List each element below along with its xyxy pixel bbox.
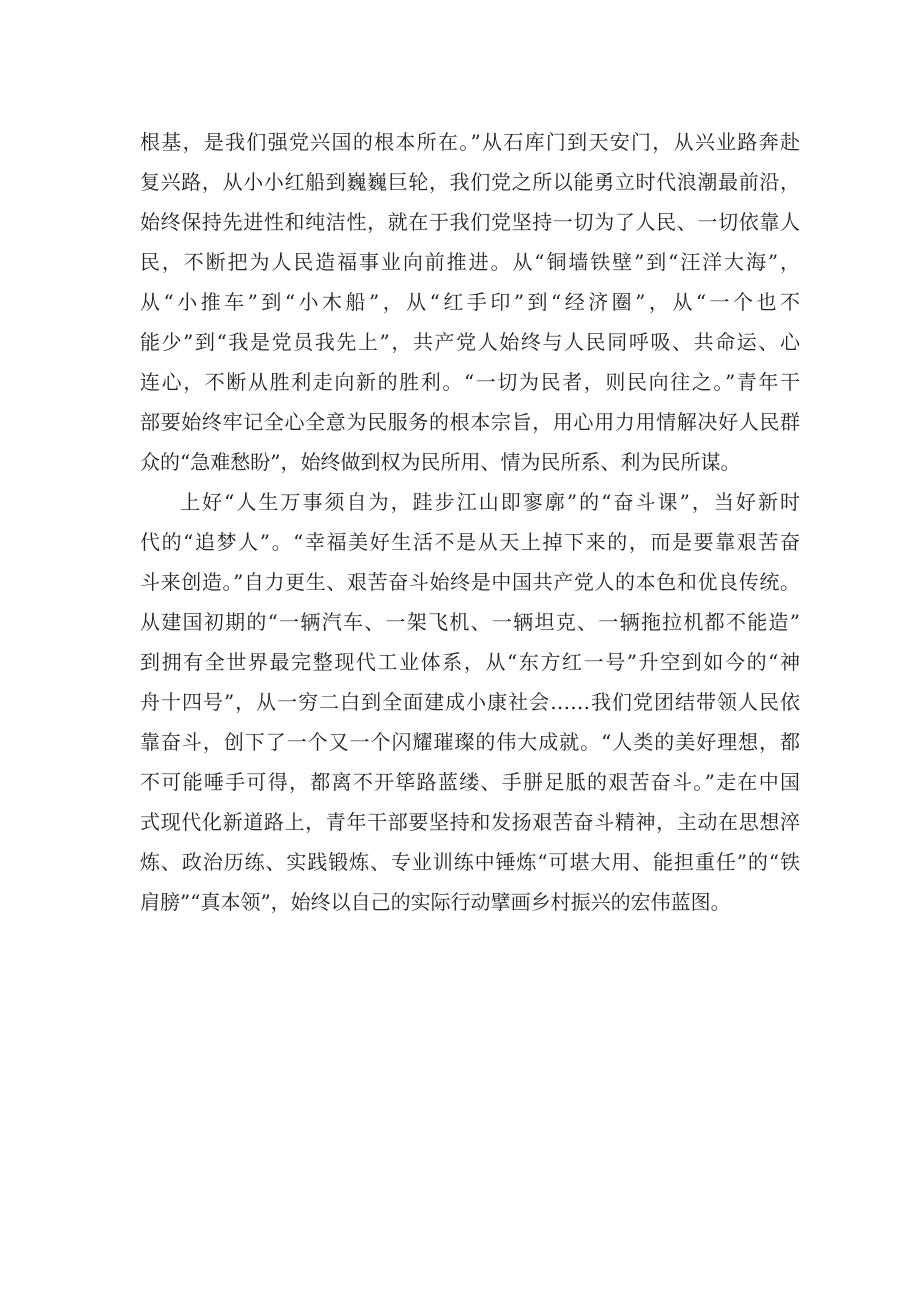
paragraph-line: 众的“急难愁盼”，始终做到权为民所用、情为民所系、利为民所谋。	[140, 450, 741, 474]
paragraph-line: 斗来创造。”自力更生、艰苦奋斗始终是中国共产党人的本色和优良传统。	[140, 570, 800, 594]
paragraph-line: 靠奋斗，创下了一个又一个闪耀璀璨的伟大成就。“人类的美好理想，都	[140, 730, 800, 754]
paragraph-line: 舟十四号”，从一穷二白到全面建成小康社会……我们党团结带领人民依	[140, 690, 800, 714]
paragraph-line: 从建国初期的“一辆汽车、一架飞机、一辆坦克、一辆拖拉机都不能造”	[140, 610, 800, 634]
paragraph-line: 始终保持先进性和纯洁性，就在于我们党坚持一切为了人民、一切依靠人	[140, 210, 800, 234]
paragraph-1	[140, 122, 800, 482]
paragraph-line: 根基，是我们强党兴国的根本所在。”从石库门到天安门，从兴业路奔赴	[140, 130, 800, 154]
body-text	[140, 122, 800, 922]
paragraph-line: 能少”到“我是党员我先上”，共产党人始终与人民同呼吸、共命运、心	[140, 330, 800, 354]
paragraph-line: 代的“追梦人”。“幸福美好生活不是从天上掉下来的，而是要靠艰苦奋	[140, 530, 800, 554]
paragraph-line: 上好“人生万事须自为，跬步江山即寥廓”的“奋斗课”，当好新时	[180, 490, 800, 514]
paragraph-line: 式现代化新道路上，青年干部要坚持和发扬艰苦奋斗精神，主动在思想淬	[140, 810, 800, 834]
paragraph-line: 连心，不断从胜利走向新的胜利。“一切为民者，则民向往之。”青年干	[140, 370, 800, 394]
paragraph-line: 复兴路，从小小红船到巍巍巨轮，我们党之所以能勇立时代浪潮最前沿，	[140, 170, 800, 194]
paragraph-line: 到拥有全世界最完整现代工业体系，从“东方红一号”升空到如今的“神	[140, 650, 800, 674]
paragraph-line: 从“小推车”到“小木船”，从“红手印”到“经济圈”，从“一个也不	[140, 290, 800, 314]
paragraph-line: 炼、政治历练、实践锻炼、专业训练中锤炼“可堪大用、能担重任”的“铁	[140, 850, 800, 874]
paragraph-2	[140, 482, 800, 922]
paragraph-line: 部要始终牢记全心全意为民服务的根本宗旨，用心用力用情解决好人民群	[140, 410, 800, 434]
paragraph-line: 肩膀”“真本领”，始终以自己的实际行动擘画乡村振兴的宏伟蓝图。	[140, 890, 731, 914]
paragraph-line: 不可能唾手可得，都离不开筚路蓝缕、手胼足胝的艰苦奋斗。”走在中国	[140, 770, 800, 794]
paragraph-line: 民，不断把为人民造福事业向前推进。从“铜墙铁壁”到“汪洋大海”，	[140, 250, 800, 274]
